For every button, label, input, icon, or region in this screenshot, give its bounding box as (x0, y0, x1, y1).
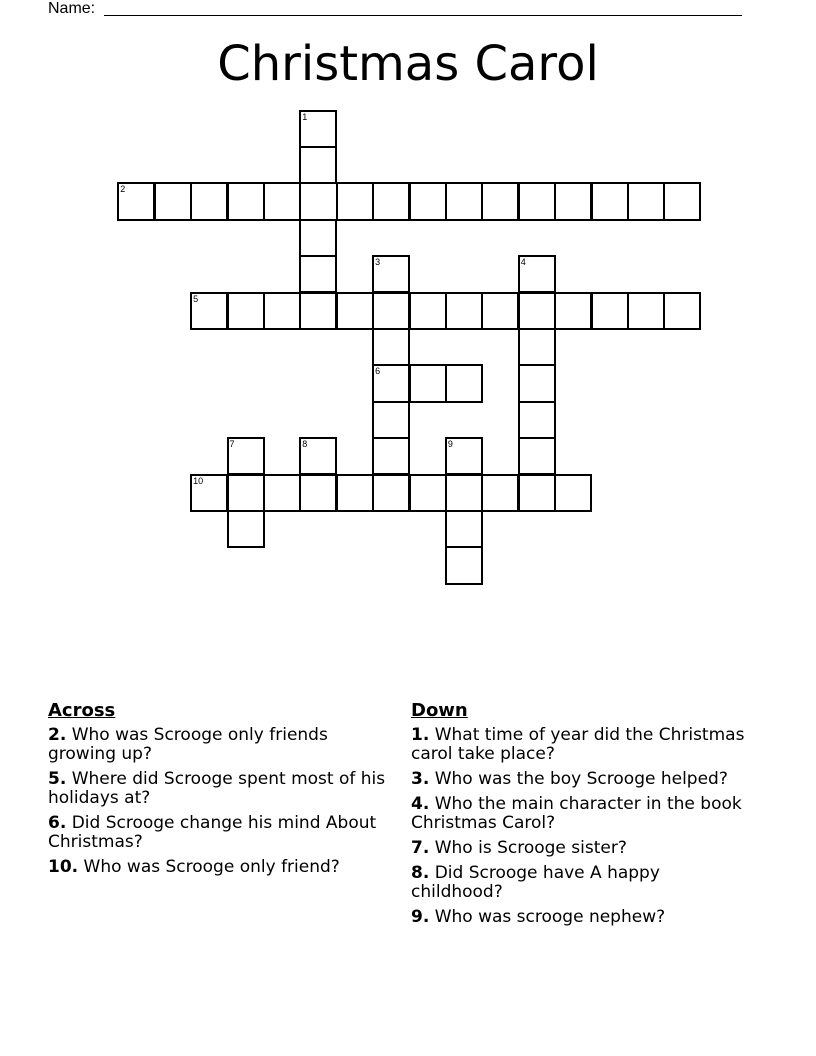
cell-number: 7 (229, 439, 235, 450)
crossword-cell[interactable] (518, 328, 556, 366)
clue-down-7 (411, 839, 751, 858)
clue-number: 7. (411, 838, 430, 858)
crossword-cell[interactable] (409, 364, 447, 402)
crossword-cell[interactable] (591, 182, 629, 220)
crossword-cell[interactable] (481, 292, 519, 330)
crossword-cell[interactable] (409, 474, 447, 512)
crossword-cell[interactable] (227, 182, 265, 220)
clue-text: Who was the boy Scrooge helped? (434, 769, 728, 789)
crossword-cell[interactable] (445, 510, 483, 548)
crossword-cell[interactable] (663, 292, 701, 330)
crossword-cell[interactable] (627, 182, 665, 220)
clue-down-1 (411, 726, 751, 764)
crossword-cell[interactable] (190, 292, 228, 330)
crossword-cell[interactable] (518, 401, 556, 439)
crossword-cell[interactable] (372, 474, 410, 512)
crossword-cell[interactable] (372, 182, 410, 220)
crossword-cell[interactable] (554, 292, 592, 330)
clue-number: 4. (411, 794, 430, 814)
crossword-cell[interactable] (227, 292, 265, 330)
crossword-cell[interactable] (190, 182, 228, 220)
crossword-cell[interactable] (299, 292, 337, 330)
crossword-cell[interactable] (299, 219, 337, 257)
name-label: Name: (48, 0, 96, 17)
crossword-cell[interactable] (299, 110, 337, 148)
clue-across-10 (48, 858, 388, 877)
crossword-cell[interactable] (409, 292, 447, 330)
crossword-cell[interactable] (445, 292, 483, 330)
cell-number: 2 (120, 184, 126, 195)
across-clues (48, 700, 388, 883)
crossword-cell[interactable] (518, 364, 556, 402)
crossword-cell[interactable] (227, 474, 265, 512)
crossword-cell[interactable] (554, 182, 592, 220)
clue-text: Who was Scrooge only friends growing up? (48, 725, 328, 764)
clue-across-2 (48, 726, 388, 764)
clue-text: Did Scrooge have A happy childhood? (411, 863, 660, 902)
cell-number: 6 (375, 366, 381, 377)
crossword-cell[interactable] (372, 328, 410, 366)
crossword-cell[interactable] (117, 182, 155, 220)
crossword-cell[interactable] (336, 182, 374, 220)
cell-number: 9 (447, 439, 453, 450)
clue-text: Did Scrooge change his mind About Christmas? (48, 813, 377, 852)
crossword-cell[interactable] (299, 146, 337, 184)
cell-number: 10 (193, 475, 204, 486)
cell-number: 4 (520, 257, 526, 268)
clue-text: Who was Scrooge only friend? (83, 857, 340, 877)
crossword-cell[interactable] (481, 474, 519, 512)
crossword-cell[interactable] (372, 364, 410, 402)
crossword-cell[interactable] (263, 292, 301, 330)
clue-number: 3. (411, 769, 430, 789)
crossword-cell[interactable] (518, 182, 556, 220)
cell-number: 1 (302, 111, 308, 122)
crossword-cell[interactable] (299, 474, 337, 512)
crossword-cell[interactable] (481, 182, 519, 220)
down-heading: Down (411, 700, 468, 721)
clue-down-9 (411, 908, 751, 927)
crossword-cell[interactable] (227, 437, 265, 475)
crossword-cell[interactable] (518, 437, 556, 475)
crossword-cell[interactable] (445, 546, 483, 584)
clue-number: 1. (411, 725, 430, 745)
clue-text: Who the main character in the book Christmas Carol? (411, 794, 742, 833)
cell-number: 5 (193, 293, 199, 304)
crossword-cell[interactable] (372, 255, 410, 293)
crossword-cell[interactable] (663, 182, 701, 220)
clue-text: Who is Scrooge sister? (434, 838, 627, 858)
clue-number: 6. (48, 813, 67, 833)
crossword-cell[interactable] (372, 292, 410, 330)
crossword-cell[interactable] (518, 255, 556, 293)
crossword-cell[interactable] (518, 292, 556, 330)
clue-number: 9. (411, 907, 430, 927)
crossword-cell[interactable] (554, 474, 592, 512)
across-heading: Across (48, 700, 116, 721)
clue-across-5 (48, 770, 388, 808)
clue-down-8 (411, 864, 751, 902)
crossword-cell[interactable] (227, 510, 265, 548)
clue-across-6 (48, 814, 388, 852)
clue-number: 10. (48, 857, 79, 877)
cell-number: 3 (375, 257, 381, 268)
clue-text: What time of year did the Christmas carol take place? (411, 725, 745, 764)
clue-text: Where did Scrooge spent most of his holidays at? (48, 769, 386, 808)
crossword-cell[interactable] (372, 437, 410, 475)
clue-down-4 (411, 795, 751, 833)
crossword-cell[interactable] (263, 182, 301, 220)
crossword-cell[interactable] (263, 474, 301, 512)
clue-text: Who was scrooge nephew? (434, 907, 666, 927)
down-clues (411, 700, 751, 933)
crossword-cell[interactable] (336, 474, 374, 512)
crossword-cell[interactable] (409, 182, 447, 220)
crossword-cell[interactable] (445, 437, 483, 475)
crossword-cell[interactable] (299, 255, 337, 293)
clue-number: 8. (411, 863, 430, 883)
crossword-cell[interactable] (336, 292, 374, 330)
clue-number: 2. (48, 725, 67, 745)
clue-number: 5. (48, 769, 67, 789)
crossword-cell[interactable] (372, 401, 410, 439)
crossword-cell[interactable] (627, 292, 665, 330)
crossword-cell[interactable] (445, 364, 483, 402)
cell-number: 8 (302, 439, 308, 450)
crossword-cell[interactable] (518, 474, 556, 512)
clue-down-3 (411, 770, 751, 789)
crossword-cell[interactable] (154, 182, 192, 220)
crossword-cell[interactable] (591, 292, 629, 330)
crossword-cell[interactable] (445, 474, 483, 512)
crossword-cell[interactable] (190, 474, 228, 512)
page-title: Christmas Carol (217, 36, 599, 92)
crossword-cell[interactable] (445, 182, 483, 220)
crossword-cell[interactable] (299, 437, 337, 475)
